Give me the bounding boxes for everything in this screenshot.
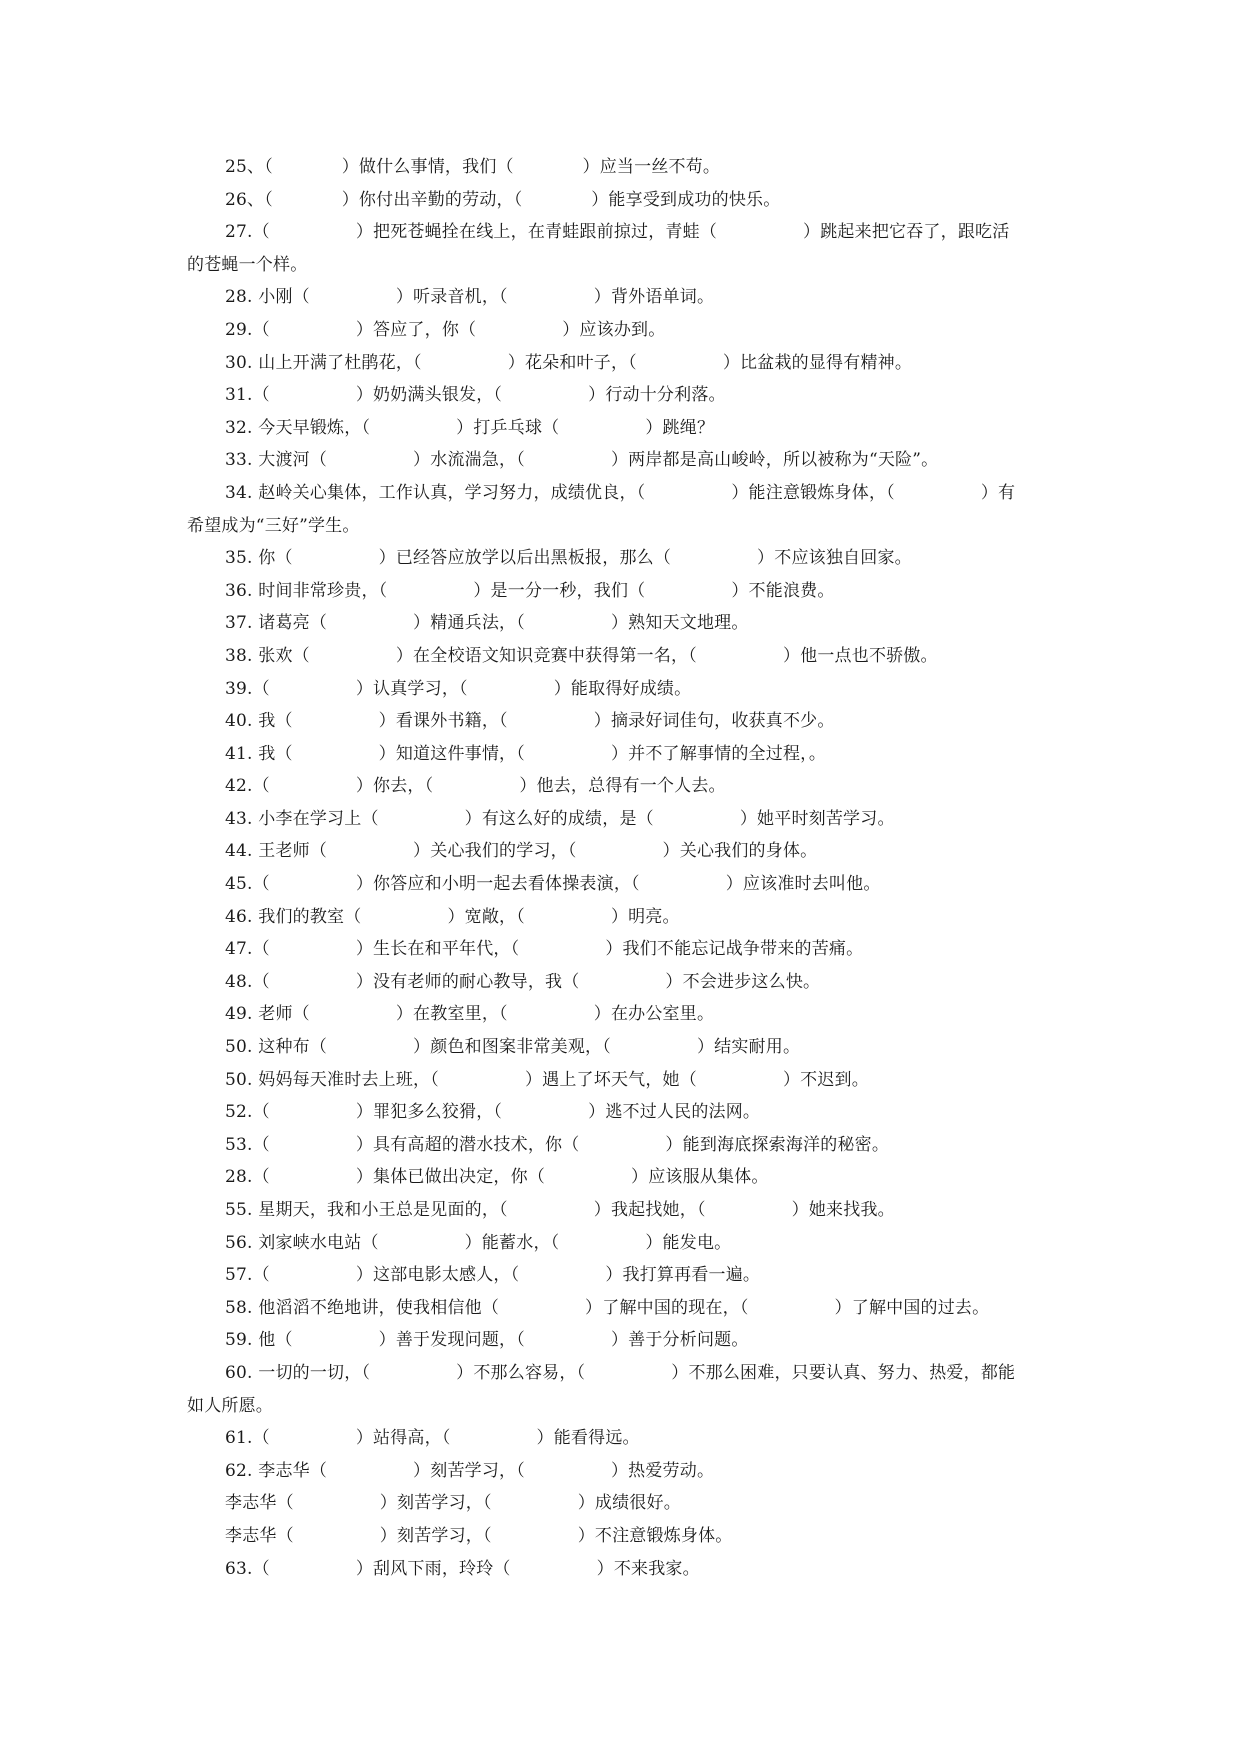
exercise-line: 47.（ ）生长在和平年代，（ ）我们不能忘记战争带来的苦痛。 xyxy=(225,939,864,960)
exercise-line: 李志华（ ）刻苦学习，（ ）不注意锻炼身体。 xyxy=(225,1525,733,1546)
exercise-line: 61.（ ）站得高，（ ）能看得远。 xyxy=(225,1428,640,1449)
exercise-line: 50. 这种布（ ）颜色和图案非常美观，（ ）结实耐用。 xyxy=(225,1037,801,1058)
exercise-line: 32. 今天早锻炼，（ ）打乒乓球（ ）跳绳？ xyxy=(225,417,715,438)
exercise-line: 41. 我（ ）知道这件事情，（ ）并不了解事情的全过程，。 xyxy=(225,743,827,764)
exercise-line: 30. 山上开满了杜鹃花，（ ）花朵和叶子，（ ）比盆栽的显得有精神。 xyxy=(225,352,913,373)
exercise-line-continuation: 希望成为“三好”学生。 xyxy=(187,515,360,536)
exercise-line: 52.（ ）罪犯多么狡猾，（ ）逃不过人民的法网。 xyxy=(225,1102,761,1123)
exercise-line: 62. 李志华（ ）刻苦学习，（ ）热爱劳动。 xyxy=(225,1460,715,1481)
exercise-line: 53.（ ）具有高超的潜水技术，你（ ）能到海底探索海洋的秘密。 xyxy=(225,1134,890,1155)
exercise-line: 49. 老师（ ）在教室里，（ ）在办公室里。 xyxy=(225,1004,715,1025)
exercise-line: 28.（ ）集体已做出决定，你（ ）应该服从集体。 xyxy=(225,1167,769,1188)
exercise-line: 29.（ ）答应了，你（ ）应该办到。 xyxy=(225,319,666,340)
exercise-line: 37. 诸葛亮（ ）精通兵法，（ ）熟知天文地理。 xyxy=(225,613,749,634)
exercise-line: 李志华（ ）刻苦学习，（ ）成绩很好。 xyxy=(225,1493,681,1514)
exercise-line: 57.（ ）这部电影太感人，（ ）我打算再看一遍。 xyxy=(225,1265,761,1286)
exercise-list xyxy=(187,151,1057,1585)
exercise-line: 59. 他（ ）善于发现问题，（ ）善于分析问题。 xyxy=(225,1330,749,1351)
exercise-line: 43. 小李在学习上（ ）有这么好的成绩，是（ ）她平时刻苦学习。 xyxy=(225,808,895,829)
exercise-line: 25、（ ）做什么事情，我们（ ）应当一丝不苟。 xyxy=(225,157,721,177)
exercise-line: 45.（ ）你答应和小明一起去看体操表演，（ ）应该准时去叫他。 xyxy=(225,874,881,895)
exercise-line: 60. 一切的一切，（ ）不那么容易，（ ）不那么困难，只要认真、努力、热爱，都能 xyxy=(225,1362,1016,1383)
exercise-line: 28. 小刚（ ）听录音机，（ ）背外语单词。 xyxy=(225,287,715,308)
exercise-line: 56. 刘家峡水电站（ ）能蓄水，（ ）能发电。 xyxy=(225,1232,732,1253)
exercise-line-continuation: 的苍蝇一个样。 xyxy=(187,254,308,275)
exercise-line: 48.（ ）没有老师的耐心教导，我（ ）不会进步这么快。 xyxy=(225,971,821,992)
exercise-line: 31.（ ）奶奶满头银发，（ ）行动十分利落。 xyxy=(225,385,726,406)
exercise-line: 58. 他滔滔不绝地讲，使我相信他（ ）了解中国的现在，（ ）了解中国的过去。 xyxy=(225,1297,990,1318)
exercise-line: 46. 我们的教室（ ）宽敞，（ ）明亮。 xyxy=(225,906,680,927)
exercise-line: 44. 王老师（ ）关心我们的学习，（ ）关心我们的身体。 xyxy=(225,841,818,862)
exercise-line: 27.（ ）把死苍蝇拴在线上，在青蛙跟前掠过，青蛙（ ）跳起来把它吞了，跟吃活 xyxy=(225,222,1010,243)
exercise-line: 63.（ ）刮风下雨，玲玲（ ）不来我家。 xyxy=(225,1558,700,1579)
exercise-line: 40. 我（ ）看课外书籍，（ ）摘录好词佳句，收获真不少。 xyxy=(225,711,835,732)
exercise-line-continuation: 如人所愿。 xyxy=(187,1395,273,1416)
exercise-line: 34. 赵岭关心集体，工作认真，学习努力，成绩优良，（ ）能注意锻炼身体，（ ）有 xyxy=(225,482,1016,503)
exercise-line: 55. 星期天，我和小王总是见面的，（ ）我起找她，（ ）她来找我。 xyxy=(225,1200,895,1220)
exercise-line: 39.（ ）认真学习，（ ）能取得好成绩。 xyxy=(225,678,692,699)
exercise-line: 42.（ ）你去，（ ）他去，总得有一个人去。 xyxy=(225,776,726,797)
exercise-line: 36. 时间非常珍贵，（ ）是一分一秒，我们（ ）不能浪费。 xyxy=(225,580,835,601)
exercise-line: 35. 你（ ）已经答应放学以后出黑板报，那么（ ）不应该独自回家。 xyxy=(225,548,912,569)
exercise-line: 38. 张欢（ ）在全校语文知识竞赛中获得第一名，（ ）他一点也不骄傲。 xyxy=(225,645,938,666)
exercise-line: 26、（ ）你付出辛勤的劳动，（ ）能享受到成功的快乐。 xyxy=(225,189,781,210)
exercise-line: 33. 大渡河（ ）水流湍急，（ ）两岸都是高山峻岭，所以被称为“天险”。 xyxy=(225,450,939,471)
exercise-line: 50. 妈妈每天准时去上班，（ ）遇上了坏天气，她（ ）不迟到。 xyxy=(225,1069,869,1090)
